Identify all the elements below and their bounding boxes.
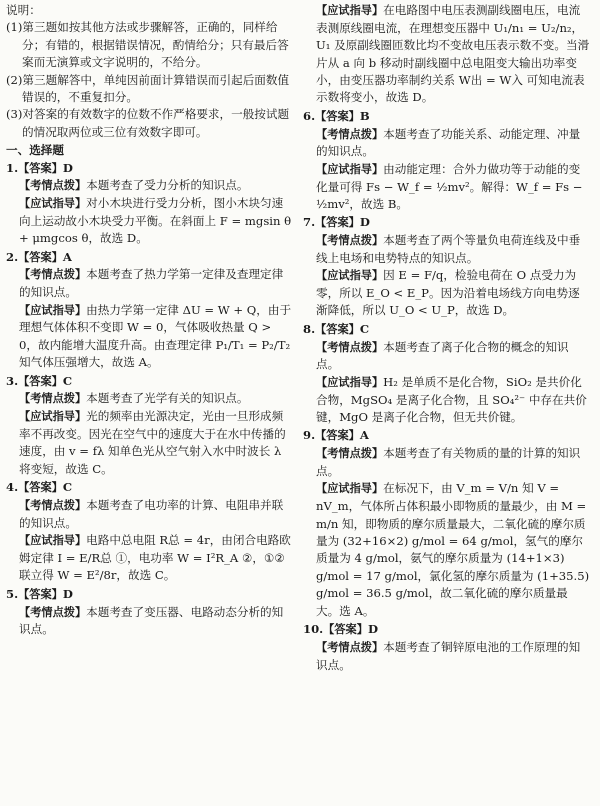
question-3	[6, 373, 293, 479]
guide-text: H₂ 是单质不是化合物，SiO₂ 是共价化合物，MgSO₄ 是离子化合物，且 SO₄²⁻ 中存在共价键，MgO 是离子化合物，但无共价键。	[316, 374, 587, 425]
answer-tag: 【答案】	[315, 322, 360, 336]
point-text: 本题考查了功能关系、动能定理、冲量的知识点。	[316, 126, 581, 159]
question-number: 10.	[303, 621, 324, 636]
answer-tag: 【答案】	[18, 374, 63, 388]
answer-value: B	[359, 108, 370, 123]
point-text: 本题考查了光学有关的知识点。	[86, 391, 249, 406]
guide-tag: 【应试指导】	[316, 375, 384, 389]
question-9	[303, 427, 590, 620]
point-text: 本题考查了两个等量负电荷连线及中垂线上电场和电势特点的知识点。	[316, 233, 581, 265]
question-5-guide	[303, 2, 590, 107]
question-10	[303, 621, 590, 674]
answer-tag: 【答案】	[18, 587, 63, 601]
answer-value: C	[62, 373, 73, 388]
answer-value: D	[367, 621, 378, 636]
point-text: 本题考查了热力学第一定律及查理定律的知识点。	[19, 267, 284, 300]
question-number: 3.	[6, 373, 19, 388]
answer-value: C	[62, 480, 73, 495]
answer-tag: 【答案】	[18, 161, 63, 175]
answer-value: D	[62, 586, 73, 601]
question-number: 5.	[6, 586, 19, 601]
guide-text: 光的频率由光源决定，光由一旦形成频率不再改变。因光在空气中的速度大于在水中传播的速度，由 v = fλ 知单色光从空气射入水中时波长 λ 将变短，故选 C。	[19, 409, 286, 476]
answer-tag: 【答案】	[18, 250, 63, 264]
guide-tag: 【应试指导】	[19, 197, 87, 211]
question-number: 2.	[6, 249, 19, 264]
point-text: 本题考查了铜锌原电池的工作原理的知识点。	[316, 639, 581, 672]
answer-tag: 【答案】	[315, 429, 360, 443]
point-tag: 【考情点拨】	[316, 127, 384, 141]
left-column	[6, 2, 293, 806]
question-4	[6, 479, 293, 585]
section-title: 一、选择题	[6, 143, 64, 158]
notes-heading: 说明：	[6, 3, 41, 17]
guide-tag: 【应试指导】	[316, 269, 384, 283]
guide-text: 对小木块进行受力分析，图小木块匀速向上运动故小木块受力平衡。在斜面上 F = mgsin θ + μmgcos θ，故选 D。	[19, 196, 292, 246]
guide-tag: 【应试指导】	[19, 303, 87, 317]
guide-tag: 【应试指导】	[316, 4, 384, 17]
right-column	[303, 2, 590, 806]
question-number: 9.	[303, 428, 316, 443]
question-number: 1.	[6, 160, 19, 175]
question-2	[6, 249, 293, 372]
question-number: 4.	[6, 480, 19, 495]
question-number: 7.	[303, 215, 316, 230]
answer-value: C	[359, 321, 370, 336]
answer-tag: 【答案】	[18, 481, 63, 495]
point-tag: 【考情点拨】	[19, 392, 87, 406]
point-text: 本题考查了变压器、电路动态分析的知识点。	[19, 604, 284, 637]
point-text: 本题考查了有关物质的量的计算的知识点。	[316, 446, 581, 479]
question-number: 8.	[303, 321, 316, 336]
answer-value: D	[359, 215, 370, 230]
question-5	[6, 586, 293, 639]
answer-value: A	[62, 249, 72, 264]
guide-text: 由热力学第一定律 ΔU = W + Q，由于理想气体体积不变即 W = 0，气体吸收热量 Q > 0，故内能增大温度升高。由查理定律 P₁/T₁ = P₂/T₂ 知气体压强增大，故选 A。	[19, 302, 292, 370]
question-number: 6.	[303, 108, 316, 123]
answer-value: A	[359, 428, 369, 443]
point-tag: 【考情点拨】	[316, 447, 384, 461]
question-6	[303, 108, 590, 214]
note-item: (3)对答案的有效数字的位数不作严格要求，一般按试题的情况取两位或三位有效数字即可。	[6, 107, 290, 139]
point-tag: 【考情点拨】	[19, 268, 87, 282]
question-8	[303, 321, 590, 427]
point-text: 本题考查了受力分析的知识点。	[86, 178, 249, 193]
point-tag: 【考情点拨】	[316, 340, 384, 354]
question-7	[303, 214, 590, 320]
guide-text: 在电路图中电压表测副线圈电压，电流表测原线圈电流，在理想变压器中 U₁/n₁ = U₂/n₂，U₁ 及原副线圈匝数比均不变故电压表示数不变。当滑片从 a 向 b 移动时副线圈中总电阻变大输出功率变小，由变压器功率制约关系 W出 = W入 可知电流表示数将变小，故选 D。	[316, 3, 590, 105]
point-tag: 【考情点拨】	[19, 605, 87, 619]
answer-tag: 【答案】	[323, 622, 368, 636]
guide-tag: 【应试指导】	[19, 410, 87, 424]
guide-text: 因 E = F/q，检验电荷在 O 点受力为零，所以 E_O < E_P。因为沿着电场线方向电势逐渐降低，所以 U_O < U_P，故选 D。	[316, 268, 580, 318]
guide-text: 在标况下，由 V_m = V/n 知 V = nV_m，气体所占体积最小即物质的量最少，由 M = m/n 知，即物质的摩尔质量最大，二氧化硫的摩尔质量为 (32+16×2) g/mol = 64 g/mol，氢气的摩尔质量为 4 g/mol，氨气的摩尔质量为 (14+1×3) g/mol = 17 g/mol，氯化氢的摩尔质量为 (1+35.5) g/mol = 36.5 g/mol，故二氧化硫的摩尔质量最大。选 A。	[316, 481, 590, 618]
answer-tag: 【答案】	[315, 109, 360, 123]
point-text: 本题考查了电功率的计算、电阻串并联的知识点。	[19, 498, 284, 530]
guide-tag: 【应试指导】	[19, 534, 87, 548]
point-tag: 【考情点拨】	[19, 499, 87, 512]
answer-tag: 【答案】	[315, 216, 360, 230]
note-item: (2)第三题解答中，单纯因前面计算错误而引起后面数值错误的，不重复扣分。	[6, 72, 290, 104]
guide-text: 电路中总电阻 R总 = 4r，由闭合电路欧姆定律 I = E/R总 ①，电功率 W = I²R_A ②，①②联立得 W = E²/8r，故选 C。	[19, 533, 291, 583]
question-1	[6, 160, 293, 248]
point-tag: 【考情点拨】	[19, 179, 87, 193]
point-tag: 【考情点拨】	[316, 640, 384, 654]
guide-text: 由动能定理：合外力做功等于动能的变化量可得 Fs − W_f = ½mv²。解得：W_f = Fs − ½mv²，故选 B。	[316, 161, 583, 211]
point-text: 本题考查了离子化合物的概念的知识点。	[316, 339, 569, 372]
note-item: (1)第三题如按其他方法或步骤解答，正确的，同样给分；有错的，根据错误情况，酌情给分；只有最后答案而无演算或文字说明的，不给分。	[6, 20, 289, 70]
point-tag: 【考情点拨】	[316, 234, 384, 248]
guide-tag: 【应试指导】	[316, 162, 384, 176]
guide-tag: 【应试指导】	[316, 482, 384, 496]
answer-value: D	[62, 160, 73, 175]
